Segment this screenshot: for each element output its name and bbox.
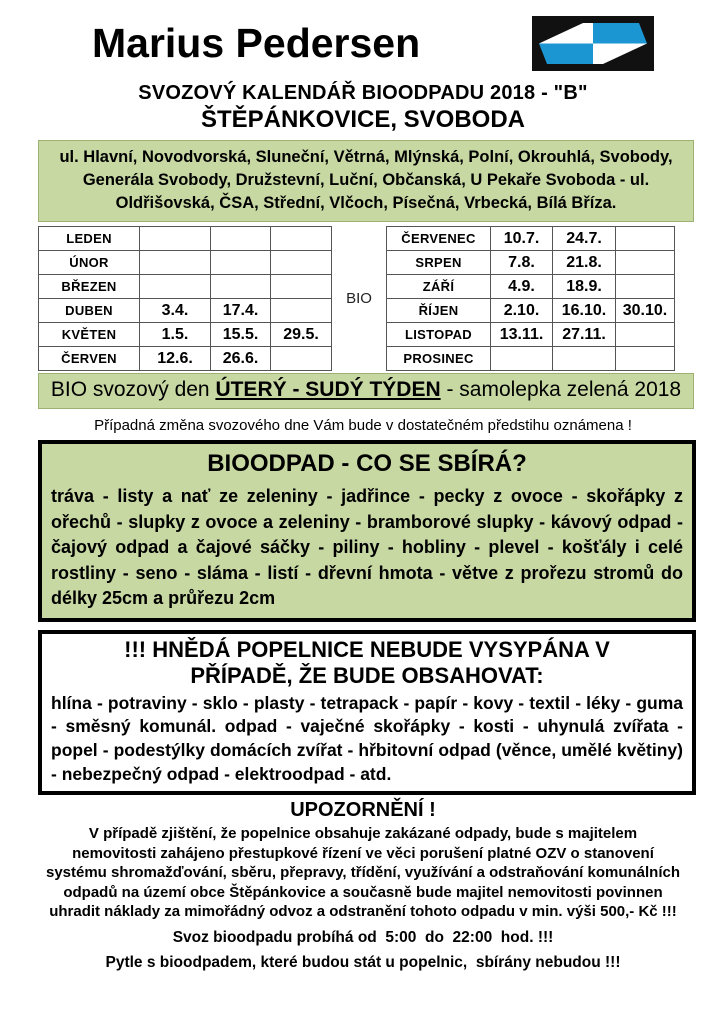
month-cell: ČERVENEC: [387, 227, 491, 251]
header: [0, 0, 726, 71]
brand-name: Marius Pedersen: [92, 20, 421, 66]
month-cell: KVĚTEN: [39, 323, 140, 347]
date-cell: [140, 251, 211, 275]
date-cell: 29.5.: [271, 323, 332, 347]
forbidden-box-title: !!! HNĚDÁ POPELNICE NEBUDE VYSYPÁNA V PŘÍPADĚ, ŽE BUDE OBSAHOVAT:: [124, 637, 610, 689]
month-cell: LEDEN: [39, 227, 140, 251]
collection-day-highlight: ÚTERÝ - SUDÝ TÝDEN: [215, 378, 441, 402]
date-cell: [271, 227, 332, 251]
date-cell: 30.10.: [616, 299, 675, 323]
bio-label-cell: BIO: [346, 290, 372, 308]
date-cell: 3.4.: [140, 299, 211, 323]
forbidden-box: [38, 630, 696, 795]
date-cell: 17.4.: [211, 299, 271, 323]
date-cell: [271, 299, 332, 323]
date-cell: [271, 275, 332, 299]
bags-line: Pytle s bioodpadem, které budou stát u popelnic, sbírány nebudou !!!: [105, 953, 621, 971]
month-cell: LISTOPAD: [387, 323, 491, 347]
warning-title: UPOZORNĚNÍ !: [290, 799, 436, 822]
date-cell: [271, 347, 332, 371]
month-cell: PROSINEC: [387, 347, 491, 371]
month-cell: ÚNOR: [39, 251, 140, 275]
biowaste-box-title: BIOODPAD - CO SE SBÍRÁ?: [207, 450, 527, 478]
date-cell: 16.10.: [553, 299, 616, 323]
warning-body: V případě zjištění, že popelnice obsahuje zakázané odpady, bude s majitelem nemovitosti zahájeno přestupkové řízení ve věci porušení platné OZV o stanovení systému shromažďování, sběru, přepravy, třídění, využívání a odstraňování komunálních odpadů na území obce Štěpánkovice a současně bude majitel nemovitosti povinnen uhradit náklady za mimořádný odvoz a odstranění tohoto odpadu v min. výši 500,- Kč !!!: [45, 825, 681, 921]
month-cell: SRPEN: [387, 251, 491, 275]
date-cell: [211, 275, 271, 299]
biowaste-box-body: tráva - listy a nať ze zeleniny - jadřince - pecky z ovoce - skořápky z ořechů - slupky z ovoce a zeleniny - bramborové slupky - kávový odpad - čajový odpad a čajové sáčky - piliny - hobliny - plevel - košťály i celé rostliny - seno - sláma - listí - dřevní hmota - větve z prořezu stromů do délky 25cm a průřezu 2cm: [51, 486, 683, 609]
date-cell: [616, 323, 675, 347]
date-cell: 2.10.: [491, 299, 553, 323]
date-cell: 15.5.: [211, 323, 271, 347]
date-cell: [211, 251, 271, 275]
date-cell: [616, 347, 675, 371]
date-cell: 10.7.: [491, 227, 553, 251]
date-cell: [553, 347, 616, 371]
schedule-line: Svoz bioodpadu probíhá od 5:00 do 22:00 hod. !!!: [172, 928, 554, 946]
biowaste-box: [38, 440, 696, 622]
calendar-table-first-half: [38, 226, 332, 371]
collection-day-suffix: - samolepka zelená 2018: [440, 378, 682, 402]
date-cell: [491, 347, 553, 371]
marius-pedersen-logo-icon: [532, 16, 654, 71]
month-cell: BŘEZEN: [39, 275, 140, 299]
month-cell: ŘÍJEN: [387, 299, 491, 323]
collection-day-prefix: BIO svozový den: [50, 378, 216, 402]
date-cell: 27.11.: [553, 323, 616, 347]
date-cell: 12.6.: [140, 347, 211, 371]
date-cell: 7.8.: [491, 251, 553, 275]
change-notice: Případná změna svozového dne Vám bude v dostatečném předstihu oznámena !: [94, 417, 632, 435]
date-cell: 21.8.: [553, 251, 616, 275]
date-cell: [616, 251, 675, 275]
date-cell: 26.6.: [211, 347, 271, 371]
collection-day-banner: [38, 373, 694, 409]
date-cell: [616, 275, 675, 299]
date-cell: 1.5.: [140, 323, 211, 347]
collection-calendar: [38, 226, 726, 371]
month-cell: ČERVEN: [39, 347, 140, 371]
date-cell: 18.9.: [553, 275, 616, 299]
calendar-title: SVOZOVÝ KALENDÁŘ BIOODPADU 2018 - "B": [138, 82, 588, 104]
month-cell: ZÁŘÍ: [387, 275, 491, 299]
date-cell: [140, 275, 211, 299]
date-cell: [211, 227, 271, 251]
date-cell: [140, 227, 211, 251]
streets-box: ul. Hlavní, Novodvorská, Sluneční, Větrná, Mlýnská, Polní, Okrouhlá, Svobody, Generála Svobody, Družstevní, Luční, Občanská, U Pekaře Svoboda - ul. Oldřišovská, ČSA, Střední, Vlčoch, Písečná, Vrbecká, Bílá Bříza.: [38, 140, 694, 222]
calendar-table-second-half: [386, 226, 675, 371]
date-cell: 24.7.: [553, 227, 616, 251]
month-cell: DUBEN: [39, 299, 140, 323]
date-cell: 13.11.: [491, 323, 553, 347]
date-cell: 4.9.: [491, 275, 553, 299]
forbidden-box-body: hlína - potraviny - sklo - plasty - tetrapack - papír - kovy - textil - léky - guma - směsný komunál. odpad - vaječné skořápky - kosti - uhynulá zvířata - popel - podestýlky domácích zvířat - hřbitovní odpad (věnce, umělé květiny) - nebezpečný odpad - elektroodpad - atd.: [51, 692, 683, 784]
location-subtitle: ŠTĚPÁNKOVICE, SVOBODA: [200, 106, 526, 133]
date-cell: [271, 251, 332, 275]
date-cell: [616, 227, 675, 251]
